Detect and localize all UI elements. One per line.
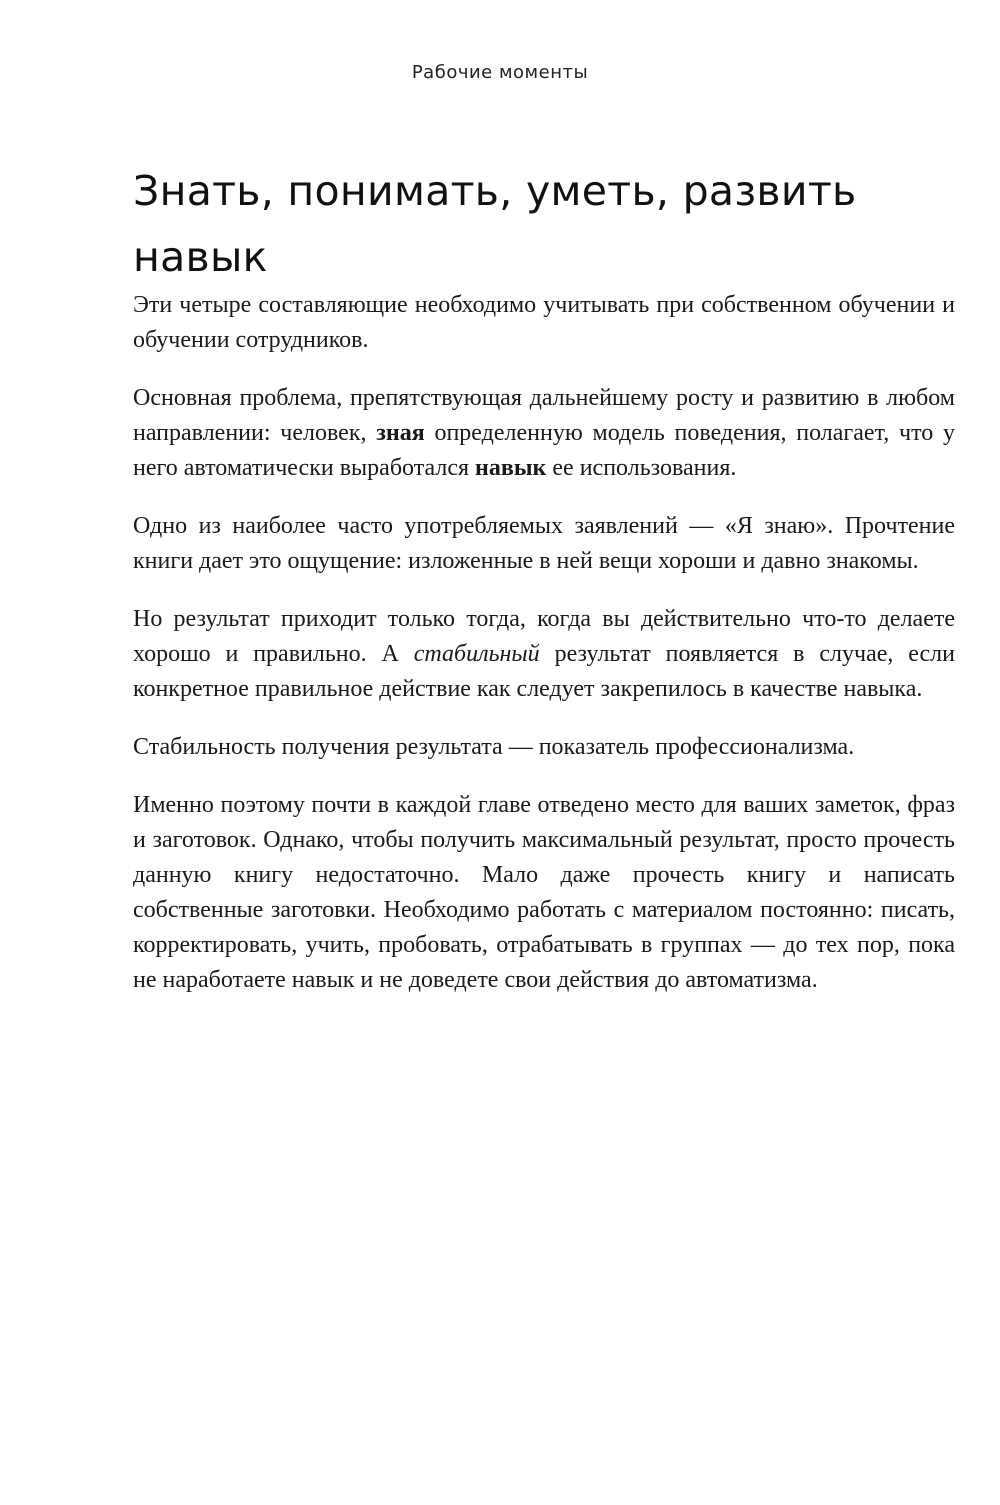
paragraph-4 <box>133 602 955 707</box>
emphasis-znaya: зная <box>376 420 425 446</box>
running-head: Рабочие моменты <box>411 62 589 83</box>
paragraph-4-text-1: Но результат приходит только тогда, когда вы действительно что-то делаете хорошо и правильно. А <box>133 606 955 667</box>
paragraph-6: Именно поэтому почти в каждой главе отведено место для ваших заметок, фраз и заготовок. Однако, чтобы получить максимальный результат, просто прочесть данную книгу недостаточно. Мало даже прочесть книгу и написать собственные заготовки. Необходимо работать с материалом постоянно: писать, корректировать, учить, пробовать, отрабатывать в группах — до тех пор, пока не наработаете навык и не доведете свои действия до автоматизма. <box>133 792 955 993</box>
emphasis-stabilnyi: стабильный <box>413 641 540 667</box>
paragraph-2-text-2: определенную модель поведения, полагает, что у него автоматически выработался <box>133 420 955 481</box>
paragraph-1: Эти четыре составляющие необходимо учитывать при собственном обучении и обучении сотрудников. <box>133 292 955 353</box>
paragraph-3: Одно из наиболее часто употребляемых заявлений — «Я знаю». Прочтение книги дает это ощущение: изложенные в ней вещи хороши и давно знакомы. <box>133 513 955 574</box>
paragraph-5: Стабильность получения результата — показатель профессионализма. <box>133 734 855 760</box>
chapter-title: Знать, понимать, уметь, развить навык <box>133 167 857 281</box>
paragraph-2 <box>133 381 955 486</box>
paragraph-2-text-1: Основная проблема, препятствующая дальнейшему росту и развитию в любом направлении: человек, <box>133 385 955 446</box>
emphasis-navyk: навык <box>475 455 547 481</box>
paragraph-4-text-2: результат появляется в случае, если конкретное правильное действие как следует закрепилось в качестве навыка. <box>133 641 955 702</box>
paragraph-2-text-3: ее использования. <box>546 455 737 481</box>
body-text <box>133 288 955 1021</box>
